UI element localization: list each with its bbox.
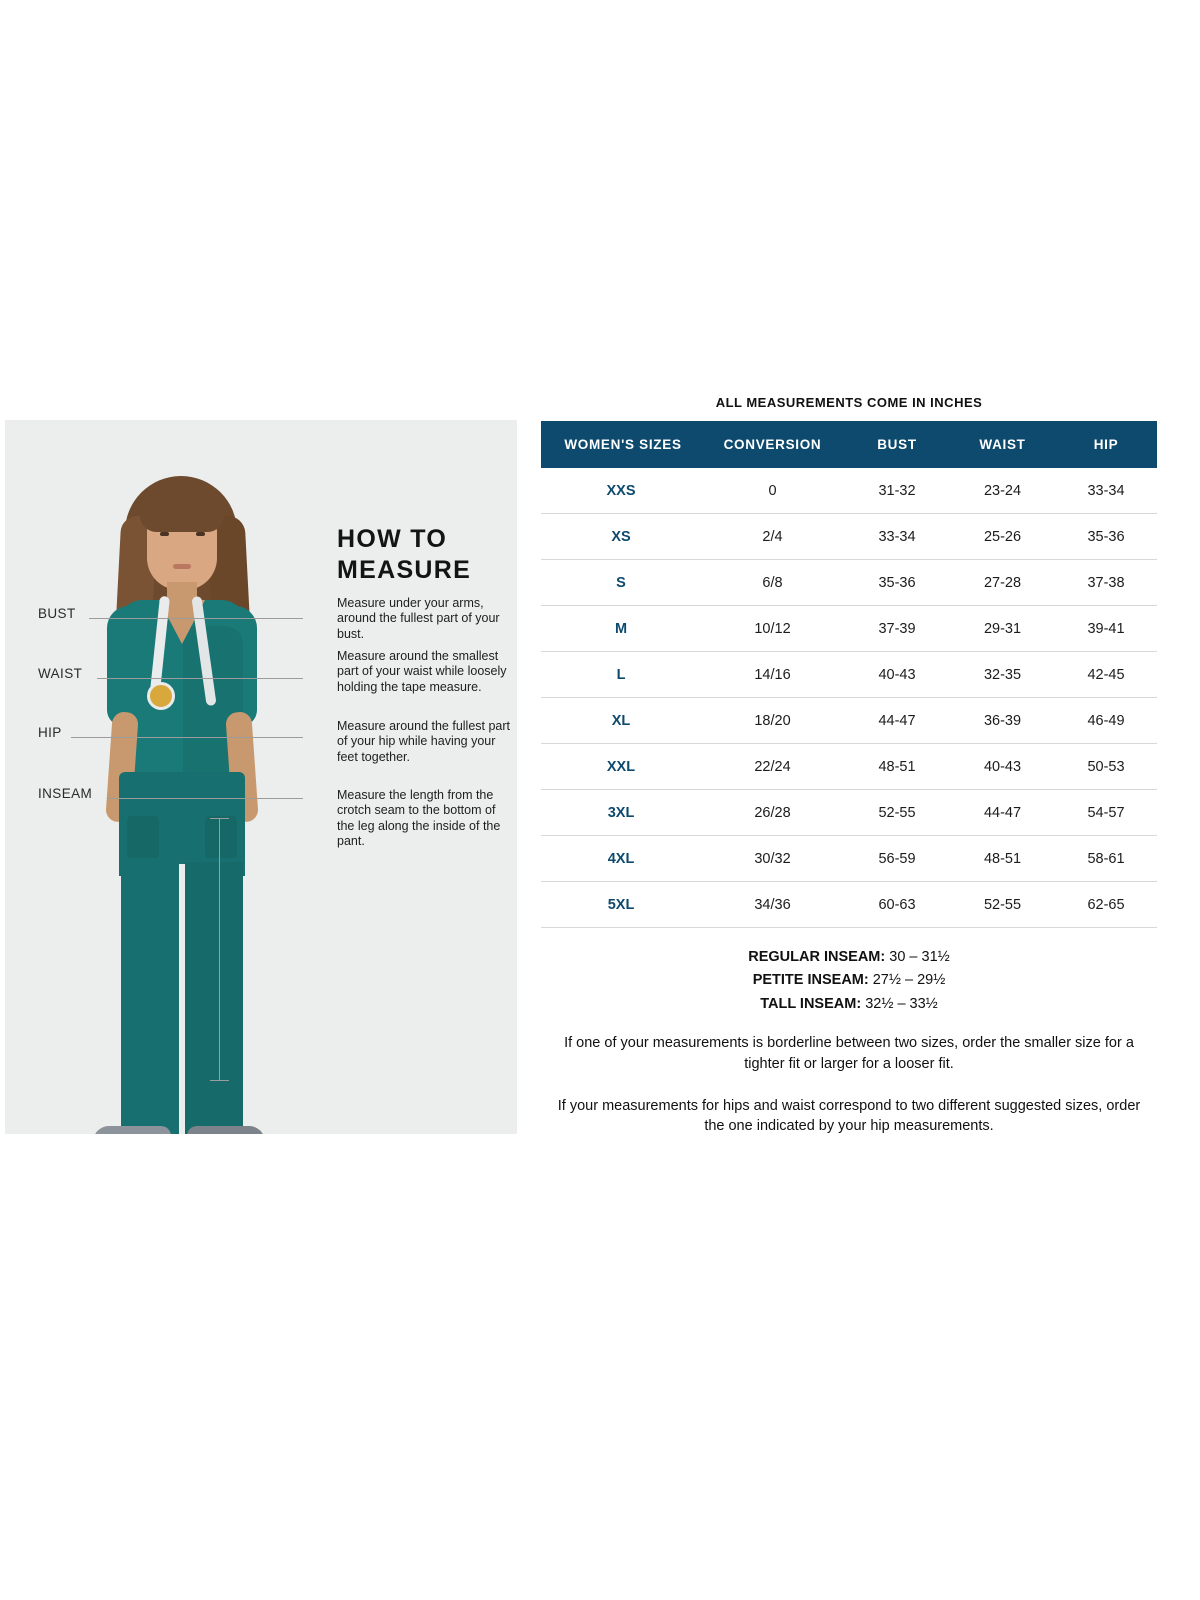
table-row [541, 698, 1157, 744]
cell-hip: 46-49 [1055, 698, 1157, 744]
pant-leg-right [185, 862, 243, 1134]
inseam-summary [541, 946, 1157, 1016]
cell-bust: 44-47 [844, 698, 950, 744]
cell-waist: 32-35 [950, 652, 1055, 698]
table-row [541, 882, 1157, 928]
cell-bust: 31-32 [844, 468, 950, 514]
inseam-value-regular: 30 – 31½ [889, 949, 950, 965]
shoe-left [93, 1126, 171, 1134]
cell-bust: 37-39 [844, 606, 950, 652]
size-table-body [541, 468, 1157, 928]
inseam-row-tall [541, 993, 1157, 1016]
cell-hip: 58-61 [1055, 836, 1157, 882]
cell-size: 4XL [541, 836, 701, 882]
table-row [541, 514, 1157, 560]
cell-bust: 35-36 [844, 560, 950, 606]
cell-waist: 40-43 [950, 744, 1055, 790]
how-to-measure-title [337, 524, 507, 587]
cell-waist: 25-26 [950, 514, 1055, 560]
instruction-waist: Measure around the smallest part of your waist while loosely holding the tape measure. [337, 649, 507, 694]
column-header-hip: HIP [1055, 421, 1157, 468]
column-header-womens-sizes: WOMEN'S SIZES [541, 421, 701, 468]
cell-waist: 44-47 [950, 790, 1055, 836]
cell-waist: 48-51 [950, 836, 1055, 882]
mouth-shape [173, 564, 191, 569]
pant-leg-left [121, 862, 179, 1134]
stethoscope-bell-icon [147, 682, 175, 710]
leader-line-bust [89, 618, 303, 619]
cell-hip: 37-38 [1055, 560, 1157, 606]
cell-bust: 40-43 [844, 652, 950, 698]
table-row [541, 468, 1157, 514]
measurement-label-bust: BUST [38, 606, 76, 621]
leader-line-hip [71, 737, 303, 738]
cell-size: S [541, 560, 701, 606]
size-chart-panel [541, 395, 1157, 1137]
inseam-row-petite [541, 969, 1157, 992]
cell-size: 3XL [541, 790, 701, 836]
inseam-label-petite: PETITE INSEAM: [752, 972, 869, 989]
cell-conversion: 18/20 [701, 698, 844, 744]
table-header-row [541, 421, 1157, 468]
cell-waist: 52-55 [950, 882, 1055, 928]
cell-conversion: 6/8 [701, 560, 844, 606]
model-illustration [35, 476, 325, 1134]
cell-waist: 23-24 [950, 468, 1055, 514]
inseam-label-regular: REGULAR INSEAM: [748, 949, 886, 965]
cell-waist: 29-31 [950, 606, 1055, 652]
cell-size: XXS [541, 468, 701, 514]
measurement-label-inseam: INSEAM [38, 786, 93, 801]
cell-bust: 48-51 [844, 744, 950, 790]
column-header-bust: BUST [844, 421, 950, 468]
cell-bust: 33-34 [844, 514, 950, 560]
how-to-measure-title-line1: HOW TO [337, 525, 448, 553]
cell-size: XS [541, 514, 701, 560]
footnote-borderline-sizes: If one of your measurements is borderline between two sizes, order the smaller size for a tighter fit or larger for a looser fit. [564, 1035, 1134, 1072]
column-header-conversion: CONVERSION [701, 421, 844, 468]
column-header-waist: WAIST [950, 421, 1055, 468]
cell-conversion: 2/4 [701, 514, 844, 560]
size-chart-table [541, 421, 1157, 928]
inseam-row-regular [541, 946, 1157, 969]
eye-left [160, 532, 169, 536]
cell-conversion: 22/24 [701, 744, 844, 790]
cell-conversion: 34/36 [701, 882, 844, 928]
table-row [541, 790, 1157, 836]
measurements-unit-note: ALL MEASUREMENTS COME IN INCHES [715, 395, 983, 410]
leader-line-waist [97, 678, 303, 679]
instruction-bust: Measure under your arms, around the fullest part of your bust. [337, 596, 500, 641]
inseam-measure-cap-top [210, 818, 229, 819]
table-row [541, 836, 1157, 882]
pant-leg-gap [179, 864, 185, 1134]
cell-hip: 35-36 [1055, 514, 1157, 560]
measurement-label-waist: WAIST [38, 666, 83, 681]
inseam-measure-cap-bottom [210, 1080, 229, 1081]
cell-hip: 39-41 [1055, 606, 1157, 652]
cell-conversion: 14/16 [701, 652, 844, 698]
inseam-value-tall: 32½ – 33½ [865, 995, 938, 1012]
eye-right [196, 532, 205, 536]
cell-size: M [541, 606, 701, 652]
cell-conversion: 10/12 [701, 606, 844, 652]
cell-hip: 54-57 [1055, 790, 1157, 836]
cell-conversion: 26/28 [701, 790, 844, 836]
cell-size: L [541, 652, 701, 698]
pant-pocket-left [127, 816, 159, 858]
instruction-hip: Measure around the fullest part of your hip while having your feet together. [337, 719, 511, 764]
cell-waist: 36-39 [950, 698, 1055, 744]
measurement-label-hip: HIP [38, 725, 62, 740]
cell-bust: 56-59 [844, 836, 950, 882]
cell-hip: 33-34 [1055, 468, 1157, 514]
table-row [541, 652, 1157, 698]
cell-hip: 50-53 [1055, 744, 1157, 790]
hair-fringe-shape [140, 484, 224, 532]
cell-conversion: 0 [701, 468, 844, 514]
footnote-hip-priority: If your measurements for hips and waist correspond to two different suggested sizes, order the one indicated by your hip measurements. [557, 1098, 1141, 1135]
table-row [541, 560, 1157, 606]
cell-size: XXL [541, 744, 701, 790]
leader-line-inseam [107, 798, 303, 799]
table-row [541, 606, 1157, 652]
inseam-measure-line [219, 818, 220, 1080]
cell-hip: 42-45 [1055, 652, 1157, 698]
cell-size: 5XL [541, 882, 701, 928]
inseam-label-tall: TALL INSEAM: [760, 995, 862, 1012]
table-row [541, 744, 1157, 790]
cell-waist: 27-28 [950, 560, 1055, 606]
inseam-value-petite: 27½ – 29½ [872, 972, 946, 989]
how-to-measure-title-line2: MEASURE [337, 556, 472, 585]
pant-pocket-right [205, 816, 237, 858]
cell-size: XL [541, 698, 701, 744]
cell-bust: 52-55 [844, 790, 950, 836]
size-table-head [541, 421, 1157, 468]
cell-conversion: 30/32 [701, 836, 844, 882]
shoe-right [187, 1126, 265, 1134]
cell-bust: 60-63 [844, 882, 950, 928]
cell-hip: 62-65 [1055, 882, 1157, 928]
instruction-inseam: Measure the length from the crotch seam to the bottom of the leg along the inside of the pant. [337, 788, 501, 848]
how-to-measure-panel [5, 420, 517, 1134]
